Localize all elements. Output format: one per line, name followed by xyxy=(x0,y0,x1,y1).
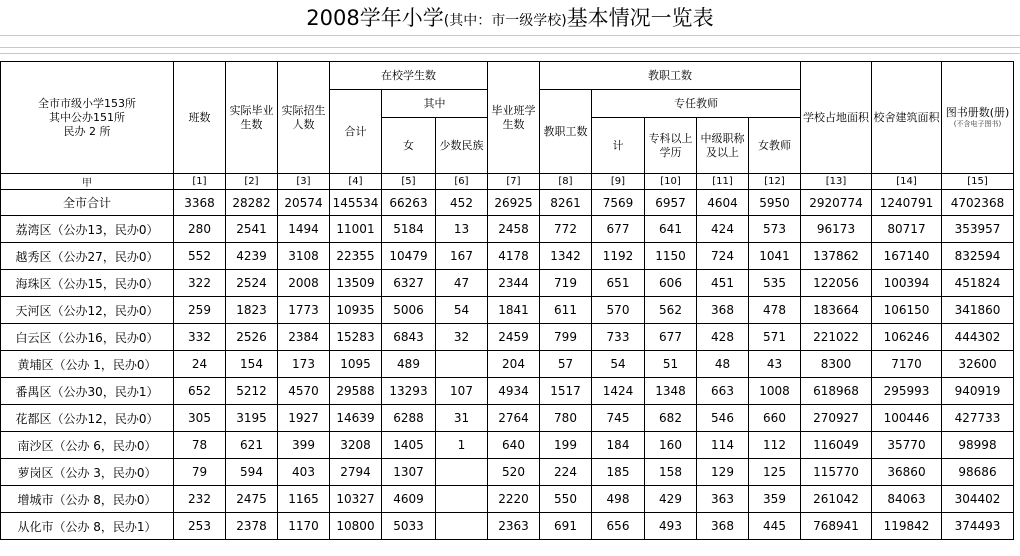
value-cell: 98686 xyxy=(942,459,1014,486)
value-cell: 353957 xyxy=(942,216,1014,243)
value-cell: 1773 xyxy=(278,297,330,324)
value-cell: 656 xyxy=(592,513,645,540)
col-header-staff-count: 教职工数 xyxy=(540,90,592,174)
index-cell: [14] xyxy=(872,174,942,190)
value-cell: 305 xyxy=(174,405,226,432)
value-cell: 78 xyxy=(174,432,226,459)
index-cell: [10] xyxy=(645,174,697,190)
value-cell: 35770 xyxy=(872,432,942,459)
value-cell: 1823 xyxy=(226,297,278,324)
value-cell: 1342 xyxy=(540,243,592,270)
value-cell: 1307 xyxy=(382,459,436,486)
value-cell: 2344 xyxy=(488,270,540,297)
value-cell: 478 xyxy=(749,297,801,324)
value-cell: 546 xyxy=(697,405,749,432)
value-cell: 1405 xyxy=(382,432,436,459)
row-name-cell: 天河区（公办12，民办0） xyxy=(1,297,174,324)
col-header-classes: 班数 xyxy=(174,62,226,174)
title-main-prefix: 2008学年小学 xyxy=(306,6,444,30)
value-cell: 96173 xyxy=(801,216,872,243)
value-cell: 20574 xyxy=(278,190,330,216)
value-cell: 184 xyxy=(592,432,645,459)
value-cell: 5184 xyxy=(382,216,436,243)
value-cell: 399 xyxy=(278,432,330,459)
row-name-cell: 黄埔区（公办 1，民办0） xyxy=(1,351,174,378)
col-header-area: 学校占地面积 xyxy=(801,62,872,174)
index-cell: [11] xyxy=(697,174,749,190)
value-cell: 125 xyxy=(749,459,801,486)
value-cell: 1150 xyxy=(645,243,697,270)
value-cell: 451824 xyxy=(942,270,1014,297)
value-cell: 36860 xyxy=(872,459,942,486)
value-cell: 100394 xyxy=(872,270,942,297)
value-cell: 651 xyxy=(592,270,645,297)
value-cell: 1008 xyxy=(749,378,801,405)
grid-line xyxy=(0,47,1020,48)
value-cell: 185 xyxy=(592,459,645,486)
value-cell: 119842 xyxy=(872,513,942,540)
grid-line xyxy=(0,53,1020,54)
value-cell: 66263 xyxy=(382,190,436,216)
value-cell: 4178 xyxy=(488,243,540,270)
district-row xyxy=(1,405,1014,432)
value-cell: 232 xyxy=(174,486,226,513)
data-rows xyxy=(1,190,1014,540)
value-cell: 1095 xyxy=(330,351,382,378)
index-cell: [1] xyxy=(174,174,226,190)
value-cell: 611 xyxy=(540,297,592,324)
index-cell: [6] xyxy=(436,174,488,190)
corner-line-2: 其中公办151所 xyxy=(49,110,125,124)
district-row xyxy=(1,486,1014,513)
value-cell: 429 xyxy=(645,486,697,513)
sheet-title xyxy=(0,0,1020,35)
value-cell: 403 xyxy=(278,459,330,486)
value-cell: 621 xyxy=(226,432,278,459)
col-header-grads: 实际毕业生数 xyxy=(226,62,278,174)
district-row xyxy=(1,243,1014,270)
value-cell: 32 xyxy=(436,324,488,351)
value-cell: 8300 xyxy=(801,351,872,378)
value-cell: 677 xyxy=(592,216,645,243)
grid-line xyxy=(0,35,1020,36)
value-cell: 4570 xyxy=(278,378,330,405)
value-cell: 112 xyxy=(749,432,801,459)
district-row xyxy=(1,216,1014,243)
value-cell: 6843 xyxy=(382,324,436,351)
value-cell: 677 xyxy=(645,324,697,351)
value-cell: 167140 xyxy=(872,243,942,270)
value-cell: 5950 xyxy=(749,190,801,216)
value-cell: 5212 xyxy=(226,378,278,405)
row-name-cell: 荔湾区（公办13，民办0） xyxy=(1,216,174,243)
value-cell: 43 xyxy=(749,351,801,378)
corner-line-1: 全市市级小学153所 xyxy=(38,96,136,110)
value-cell xyxy=(436,513,488,540)
row-name-cell: 番禺区（公办30，民办1） xyxy=(1,378,174,405)
value-cell: 199 xyxy=(540,432,592,459)
value-cell: 115770 xyxy=(801,459,872,486)
value-cell: 7569 xyxy=(592,190,645,216)
value-cell: 428 xyxy=(697,324,749,351)
value-cell: 772 xyxy=(540,216,592,243)
col-header-t-total: 计 xyxy=(592,118,645,174)
district-row xyxy=(1,351,1014,378)
group-header-students: 在校学生数 xyxy=(330,62,488,90)
value-cell: 940919 xyxy=(942,378,1014,405)
value-cell: 114 xyxy=(697,432,749,459)
value-cell: 14639 xyxy=(330,405,382,432)
header-row-1 xyxy=(1,62,1014,90)
value-cell: 520 xyxy=(488,459,540,486)
value-cell: 31 xyxy=(436,405,488,432)
value-cell: 452 xyxy=(436,190,488,216)
index-cell: [15] xyxy=(942,174,1014,190)
index-cell: 甲 xyxy=(1,174,174,190)
value-cell: 2764 xyxy=(488,405,540,432)
value-cell: 451 xyxy=(697,270,749,297)
value-cell: 493 xyxy=(645,513,697,540)
value-cell: 1494 xyxy=(278,216,330,243)
value-cell: 107 xyxy=(436,378,488,405)
value-cell: 2220 xyxy=(488,486,540,513)
value-cell: 7170 xyxy=(872,351,942,378)
col-header-grad-class: 毕业班学生数 xyxy=(488,62,540,174)
value-cell: 2920774 xyxy=(801,190,872,216)
value-cell: 79 xyxy=(174,459,226,486)
value-cell: 173 xyxy=(278,351,330,378)
value-cell: 13509 xyxy=(330,270,382,297)
value-cell: 368 xyxy=(697,513,749,540)
value-cell: 2458 xyxy=(488,216,540,243)
value-cell xyxy=(436,459,488,486)
value-cell: 359 xyxy=(749,486,801,513)
value-cell: 270927 xyxy=(801,405,872,432)
value-cell: 29588 xyxy=(330,378,382,405)
value-cell: 160 xyxy=(645,432,697,459)
value-cell: 13293 xyxy=(382,378,436,405)
row-name-cell: 南沙区（公办 6，民办0） xyxy=(1,432,174,459)
value-cell xyxy=(436,486,488,513)
value-cell: 129 xyxy=(697,459,749,486)
value-cell: 1348 xyxy=(645,378,697,405)
value-cell: 32600 xyxy=(942,351,1014,378)
value-cell: 280 xyxy=(174,216,226,243)
value-cell: 2384 xyxy=(278,324,330,351)
value-cell: 51 xyxy=(645,351,697,378)
value-cell: 4609 xyxy=(382,486,436,513)
district-row xyxy=(1,378,1014,405)
value-cell: 2008 xyxy=(278,270,330,297)
value-cell: 3108 xyxy=(278,243,330,270)
value-cell: 57 xyxy=(540,351,592,378)
value-cell: 719 xyxy=(540,270,592,297)
value-cell: 24 xyxy=(174,351,226,378)
value-cell: 663 xyxy=(697,378,749,405)
value-cell: 570 xyxy=(592,297,645,324)
value-cell: 10479 xyxy=(382,243,436,270)
value-cell: 1927 xyxy=(278,405,330,432)
value-cell: 224 xyxy=(540,459,592,486)
index-cell: [4] xyxy=(330,174,382,190)
value-cell: 2526 xyxy=(226,324,278,351)
books-label: 图书册数(册) xyxy=(945,106,1010,119)
value-cell: 535 xyxy=(749,270,801,297)
value-cell: 444302 xyxy=(942,324,1014,351)
value-cell: 1424 xyxy=(592,378,645,405)
row-name-cell: 海珠区（公办15，民办0） xyxy=(1,270,174,297)
value-cell: 368 xyxy=(697,297,749,324)
value-cell: 445 xyxy=(749,513,801,540)
value-cell: 48 xyxy=(697,351,749,378)
value-cell: 424 xyxy=(697,216,749,243)
value-cell: 571 xyxy=(749,324,801,351)
value-cell: 1192 xyxy=(592,243,645,270)
value-cell: 3368 xyxy=(174,190,226,216)
value-cell: 100446 xyxy=(872,405,942,432)
col-header-minority: 少数民族 xyxy=(436,118,488,174)
value-cell: 54 xyxy=(592,351,645,378)
value-cell: 489 xyxy=(382,351,436,378)
col-header-t-college: 专科以上学历 xyxy=(645,118,697,174)
corner-cell xyxy=(1,62,174,174)
value-cell: 11001 xyxy=(330,216,382,243)
value-cell: 1240791 xyxy=(872,190,942,216)
value-cell: 13 xyxy=(436,216,488,243)
value-cell: 10327 xyxy=(330,486,382,513)
index-row xyxy=(1,174,1014,190)
value-cell: 562 xyxy=(645,297,697,324)
value-cell: 22355 xyxy=(330,243,382,270)
title-main-suffix: 基本情况一览表 xyxy=(566,6,714,30)
value-cell: 6327 xyxy=(382,270,436,297)
value-cell: 6288 xyxy=(382,405,436,432)
value-cell: 733 xyxy=(592,324,645,351)
value-cell: 158 xyxy=(645,459,697,486)
value-cell: 54 xyxy=(436,297,488,324)
value-cell: 10800 xyxy=(330,513,382,540)
value-cell: 2524 xyxy=(226,270,278,297)
value-cell: 106150 xyxy=(872,297,942,324)
value-cell: 221022 xyxy=(801,324,872,351)
value-cell: 106246 xyxy=(872,324,942,351)
value-cell: 799 xyxy=(540,324,592,351)
value-cell: 573 xyxy=(749,216,801,243)
value-cell: 80717 xyxy=(872,216,942,243)
value-cell: 427733 xyxy=(942,405,1014,432)
value-cell: 3195 xyxy=(226,405,278,432)
value-cell: 322 xyxy=(174,270,226,297)
value-cell: 145534 xyxy=(330,190,382,216)
value-cell: 618968 xyxy=(801,378,872,405)
value-cell: 641 xyxy=(645,216,697,243)
index-cell: [13] xyxy=(801,174,872,190)
value-cell: 10935 xyxy=(330,297,382,324)
row-name-cell: 花都区（公办12，民办0） xyxy=(1,405,174,432)
col-header-enroll: 实际招生人数 xyxy=(278,62,330,174)
col-header-t-mid: 中级职称及以上 xyxy=(697,118,749,174)
col-header-female: 女 xyxy=(382,118,436,174)
col-header-building: 校舍建筑面积 xyxy=(872,62,942,174)
value-cell: 304402 xyxy=(942,486,1014,513)
value-cell: 98998 xyxy=(942,432,1014,459)
value-cell: 26925 xyxy=(488,190,540,216)
value-cell: 137862 xyxy=(801,243,872,270)
value-cell: 2363 xyxy=(488,513,540,540)
district-row xyxy=(1,324,1014,351)
district-row xyxy=(1,513,1014,540)
value-cell: 4604 xyxy=(697,190,749,216)
value-cell: 5033 xyxy=(382,513,436,540)
stats-table xyxy=(0,61,1014,540)
index-cell: [12] xyxy=(749,174,801,190)
value-cell: 4702368 xyxy=(942,190,1014,216)
value-cell: 5006 xyxy=(382,297,436,324)
value-cell: 154 xyxy=(226,351,278,378)
value-cell: 498 xyxy=(592,486,645,513)
value-cell: 332 xyxy=(174,324,226,351)
corner-line-3: 民办 2 所 xyxy=(63,124,111,138)
index-cell: [7] xyxy=(488,174,540,190)
row-name-cell: 全市合计 xyxy=(1,190,174,216)
value-cell: 363 xyxy=(697,486,749,513)
value-cell: 122056 xyxy=(801,270,872,297)
value-cell: 2541 xyxy=(226,216,278,243)
title-subtitle: (其中：市一级学校) xyxy=(443,13,567,29)
row-name-cell: 从化市（公办 8，民办1） xyxy=(1,513,174,540)
value-cell: 606 xyxy=(645,270,697,297)
value-cell: 116049 xyxy=(801,432,872,459)
row-name-cell: 增城市（公办 8，民办0） xyxy=(1,486,174,513)
value-cell: 682 xyxy=(645,405,697,432)
value-cell: 183664 xyxy=(801,297,872,324)
value-cell: 2475 xyxy=(226,486,278,513)
value-cell: 84063 xyxy=(872,486,942,513)
value-cell: 167 xyxy=(436,243,488,270)
row-name-cell: 萝岗区（公办 3，民办0） xyxy=(1,459,174,486)
value-cell: 1 xyxy=(436,432,488,459)
value-cell: 660 xyxy=(749,405,801,432)
value-cell: 640 xyxy=(488,432,540,459)
district-row xyxy=(1,459,1014,486)
district-row xyxy=(1,297,1014,324)
value-cell: 1170 xyxy=(278,513,330,540)
value-cell xyxy=(436,351,488,378)
group-header-teachers: 专任教师 xyxy=(592,90,801,118)
index-cell: [3] xyxy=(278,174,330,190)
group-header-of-which: 其中 xyxy=(382,90,488,118)
value-cell: 1841 xyxy=(488,297,540,324)
value-cell: 780 xyxy=(540,405,592,432)
value-cell: 4934 xyxy=(488,378,540,405)
value-cell: 253 xyxy=(174,513,226,540)
value-cell: 691 xyxy=(540,513,592,540)
district-row xyxy=(1,270,1014,297)
value-cell: 832594 xyxy=(942,243,1014,270)
value-cell: 652 xyxy=(174,378,226,405)
value-cell: 550 xyxy=(540,486,592,513)
value-cell: 2459 xyxy=(488,324,540,351)
value-cell: 374493 xyxy=(942,513,1014,540)
total-row xyxy=(1,190,1014,216)
value-cell: 295993 xyxy=(872,378,942,405)
index-cell: [9] xyxy=(592,174,645,190)
col-header-t-female: 女教师 xyxy=(749,118,801,174)
value-cell: 745 xyxy=(592,405,645,432)
value-cell: 3208 xyxy=(330,432,382,459)
value-cell: 261042 xyxy=(801,486,872,513)
value-cell: 768941 xyxy=(801,513,872,540)
col-header-books xyxy=(942,62,1014,174)
value-cell: 552 xyxy=(174,243,226,270)
value-cell: 1517 xyxy=(540,378,592,405)
value-cell: 204 xyxy=(488,351,540,378)
index-cell: [2] xyxy=(226,174,278,190)
value-cell: 15283 xyxy=(330,324,382,351)
value-cell: 6957 xyxy=(645,190,697,216)
row-name-cell: 越秀区（公办27，民办0） xyxy=(1,243,174,270)
group-header-staff: 教职工数 xyxy=(540,62,801,90)
value-cell: 341860 xyxy=(942,297,1014,324)
value-cell: 8261 xyxy=(540,190,592,216)
value-cell: 4239 xyxy=(226,243,278,270)
value-cell: 1041 xyxy=(749,243,801,270)
value-cell: 2378 xyxy=(226,513,278,540)
col-header-total: 合计 xyxy=(330,90,382,174)
books-note: (不含电子图书) xyxy=(953,120,1002,128)
value-cell: 2794 xyxy=(330,459,382,486)
index-cell: [5] xyxy=(382,174,436,190)
value-cell: 47 xyxy=(436,270,488,297)
row-name-cell: 白云区（公办16，民办0） xyxy=(1,324,174,351)
value-cell: 259 xyxy=(174,297,226,324)
value-cell: 28282 xyxy=(226,190,278,216)
district-row xyxy=(1,432,1014,459)
index-cell: [8] xyxy=(540,174,592,190)
value-cell: 724 xyxy=(697,243,749,270)
value-cell: 1165 xyxy=(278,486,330,513)
value-cell: 594 xyxy=(226,459,278,486)
